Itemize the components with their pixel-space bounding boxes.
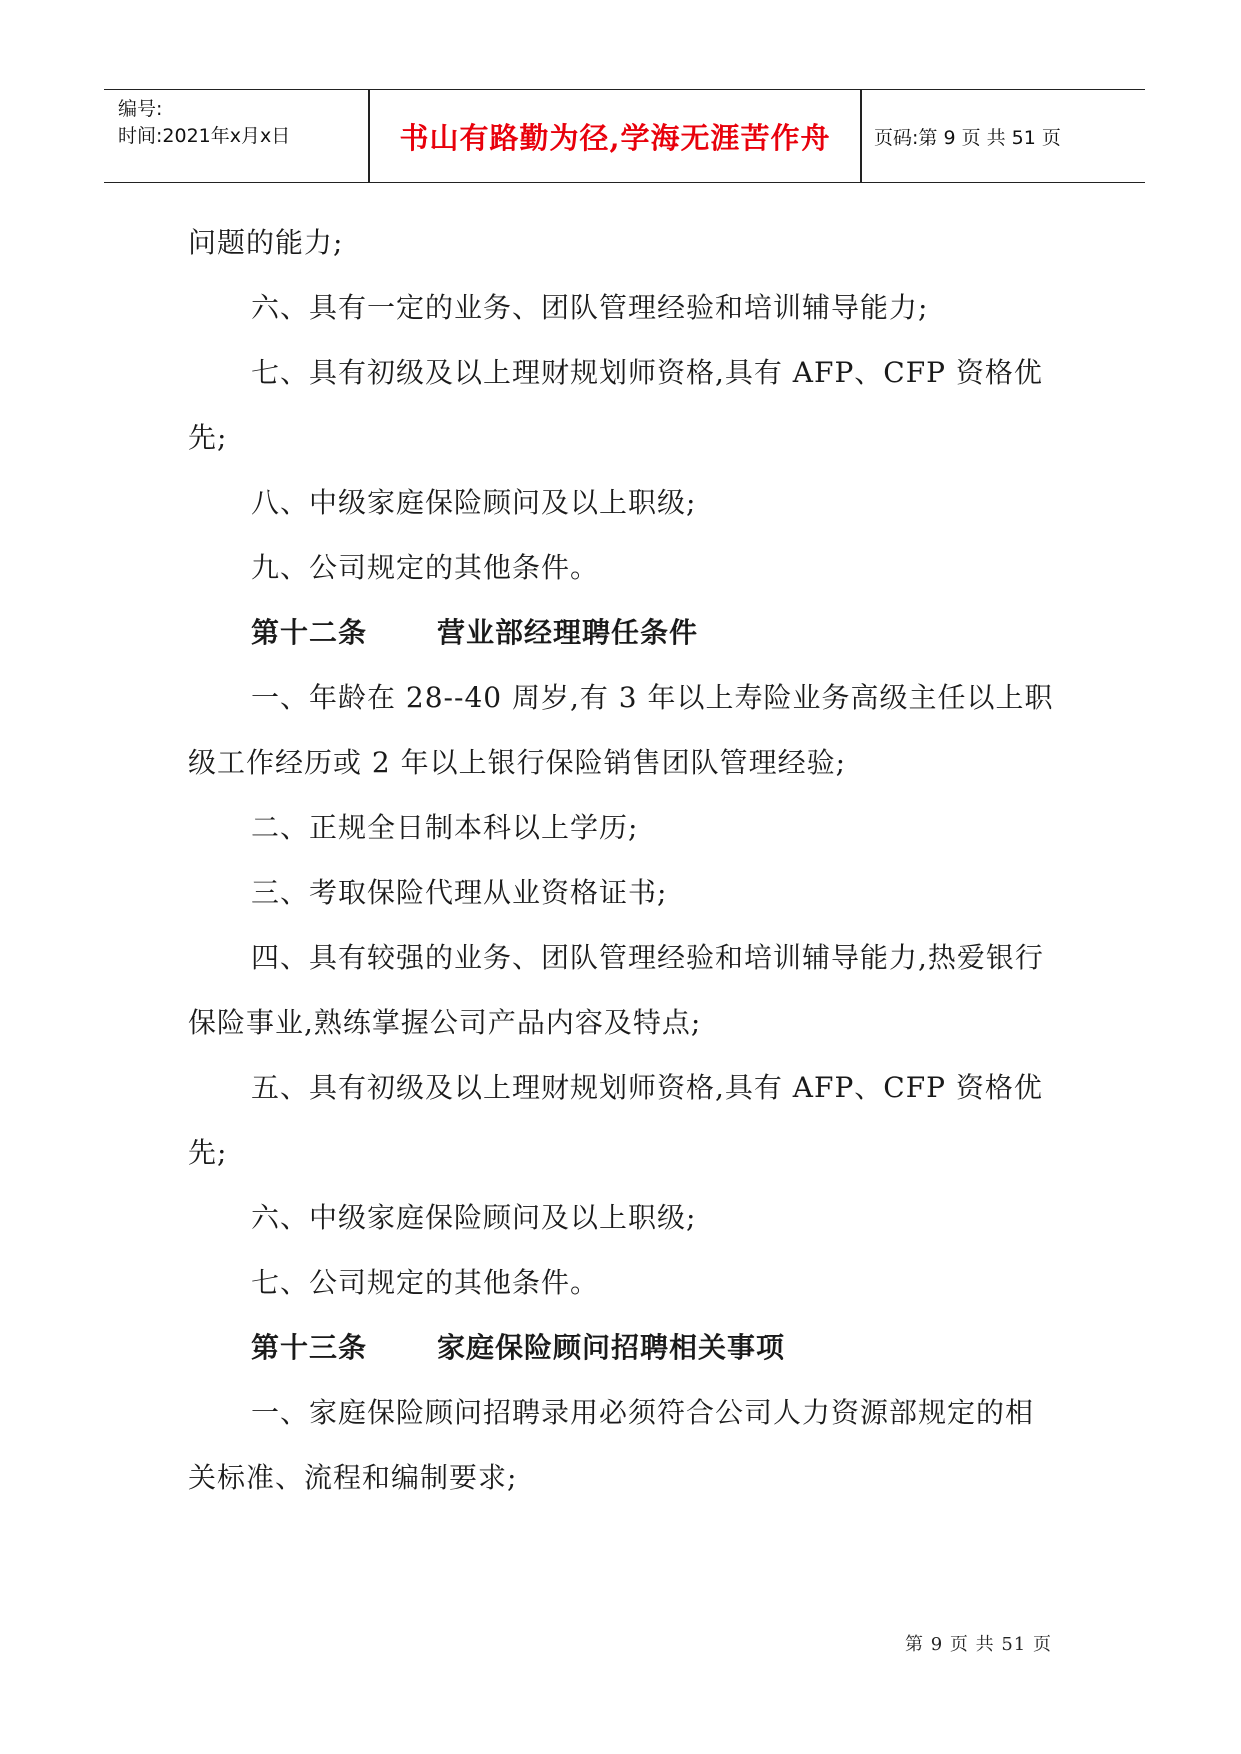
paragraph: 问题的能力; [188, 226, 344, 259]
paragraph: 六、具有一定的业务、团队管理经验和培训辅导能力; [251, 291, 929, 324]
page-header [104, 89, 1145, 183]
paragraph: 七、具有初级及以上理财规划师资格,具有 AFP、CFP 资格优先; [188, 356, 1043, 454]
paragraph: 二、正规全日制本科以上学历; [251, 811, 639, 844]
document-body [188, 210, 1060, 1510]
header-meta [118, 90, 368, 182]
paragraph: 七、公司规定的其他条件。 [251, 1266, 600, 1299]
paragraph: 一、家庭保险顾问招聘录用必须符合公司人力资源部规定的相关标准、流程和编制要求; [188, 1396, 1035, 1494]
document-time-label: 时间:2021年x月x日 [118, 125, 291, 147]
paragraph: 四、具有较强的业务、团队管理经验和培训辅导能力,热爱银行保险事业,熟练掌握公司产品内容及特点; [188, 941, 1044, 1039]
paragraph: 一、年龄在 28--40 周岁,有 3 年以上寿险业务高级主任以上职级工作经历或 2 年以上银行保险销售团队管理经验; [188, 681, 1054, 779]
article-title: 营业部经理聘任条件 [437, 616, 699, 649]
header-motto: 书山有路勤为径,学海无涯苦作舟 [399, 120, 831, 155]
article-number: 第十三条 [251, 1331, 368, 1364]
paragraph: 三、考取保险代理从业资格证书; [251, 876, 668, 909]
article-number: 第十二条 [251, 616, 368, 649]
document-number-label: 编号: [118, 98, 163, 120]
header-page-info: 页码:第 9 页 共 51 页 [874, 126, 1061, 149]
header-divider [860, 90, 862, 182]
article-title: 家庭保险顾问招聘相关事项 [437, 1331, 786, 1364]
paragraph: 八、中级家庭保险顾问及以上职级; [251, 486, 697, 519]
paragraph: 六、中级家庭保险顾问及以上职级; [251, 1201, 697, 1234]
article-heading [188, 600, 1060, 665]
page-footer: 第 9 页 共 51 页 [905, 1634, 1052, 1655]
paragraph: 五、具有初级及以上理财规划师资格,具有 AFP、CFP 资格优先; [188, 1071, 1043, 1169]
paragraph: 九、公司规定的其他条件。 [251, 551, 600, 584]
article-heading [188, 1315, 1060, 1380]
